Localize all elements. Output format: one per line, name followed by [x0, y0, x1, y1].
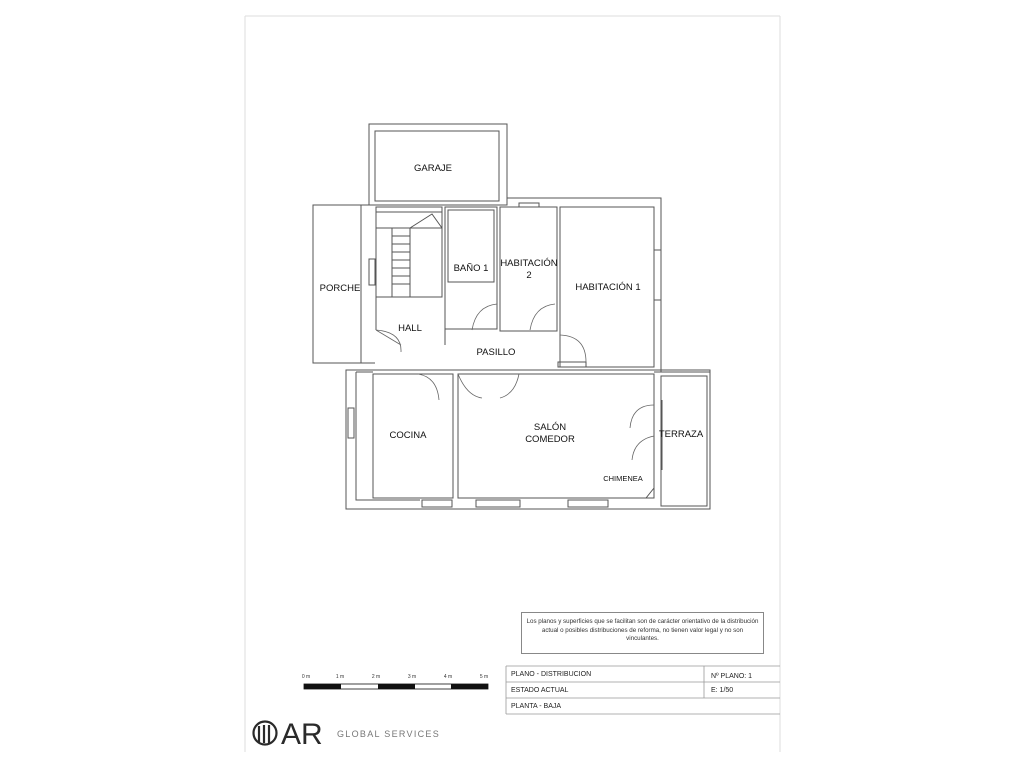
room-label-garaje: GARAJE — [413, 163, 453, 174]
room-label-cocina: COCINA — [389, 430, 427, 441]
room-label-salon-line2: COMEDOR — [525, 434, 575, 445]
scale-label-0: 0 m — [301, 674, 311, 680]
title-block-plano: PLANO - DISTRIBUCION — [511, 671, 592, 678]
room-label-habitacion2-line1: HABITACIÓN — [500, 258, 558, 269]
title-block-estado: ESTADO ACTUAL — [511, 687, 569, 694]
logo-brand: AR — [281, 718, 323, 751]
logo-mark-icon — [254, 722, 277, 745]
room-label-habitacion2-line2: 2 — [526, 270, 532, 281]
scale-bar — [302, 674, 488, 689]
scale-label-4: 4 m — [443, 674, 453, 680]
room-label-hall: HALL — [398, 323, 422, 334]
title-block-planta: PLANTA - BAJA — [511, 703, 562, 710]
title-block-escala: E: 1/50 — [711, 687, 734, 694]
disclaimer-text: Los planos y superficies que se facilitan son de carácter orientativo de la distribución actual o posibles distribuciones de reforma, no tienen valor legal y no son vinculantes. — [526, 618, 759, 643]
floor-plan-walls — [313, 124, 710, 509]
company-logo — [254, 718, 441, 751]
room-label-pasillo: PASILLO — [476, 347, 516, 358]
scale-label-5: 5 m — [479, 674, 489, 680]
disclaimer-box — [521, 612, 764, 654]
scale-label-2: 2 m — [371, 674, 381, 680]
scale-label-1: 1 m — [335, 674, 345, 680]
room-label-bano1: BAÑO 1 — [453, 263, 489, 274]
room-label-terraza: TERRAZA — [658, 429, 704, 440]
room-label-porche: PORCHE — [319, 283, 361, 294]
room-label-salon-line1: SALÓN — [533, 422, 567, 433]
room-label-habitacion1: HABITACIÓN 1 — [575, 282, 641, 293]
scale-label-3: 3 m — [407, 674, 417, 680]
title-block-num-plano: Nº PLANO: 1 — [711, 673, 753, 680]
logo-tagline: GLOBAL SERVICES — [337, 729, 441, 739]
room-label-chimenea: CHIMENEA — [603, 474, 643, 483]
